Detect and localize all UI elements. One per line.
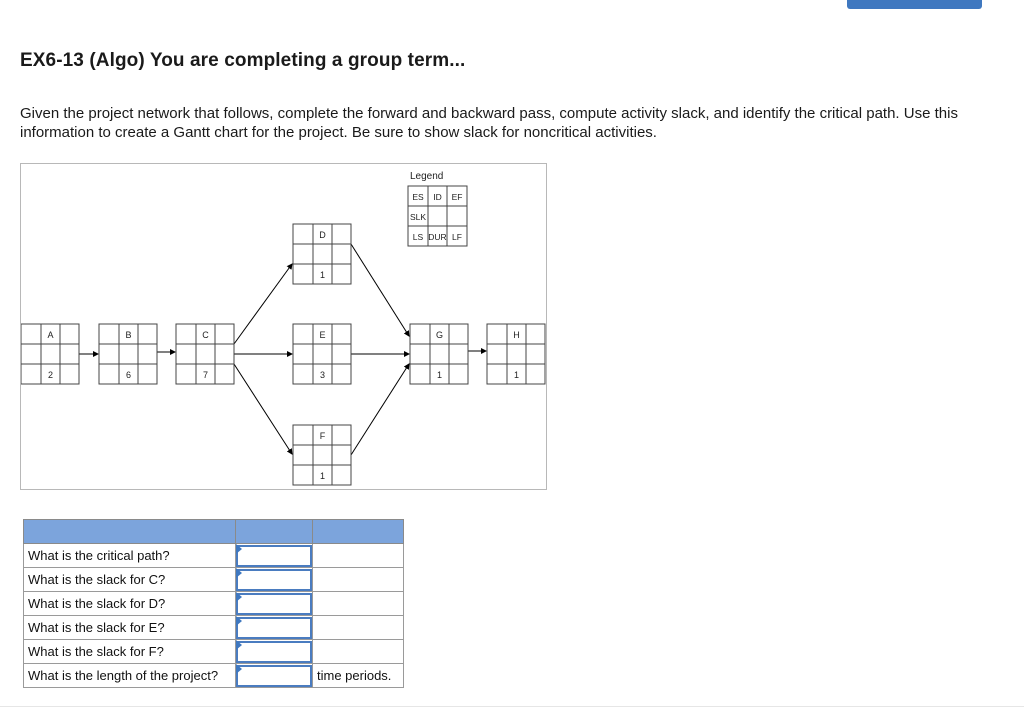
legend-ls: LS [412, 232, 424, 242]
edge-c-f [234, 364, 292, 454]
bottom-divider [0, 706, 1024, 707]
legend-dur: DUR [428, 232, 447, 242]
top-action-button[interactable] [847, 0, 982, 9]
activity-node-g [410, 324, 468, 384]
answer-cell [236, 568, 313, 592]
answer-cell [236, 592, 313, 616]
project-network-diagram [20, 163, 547, 490]
activity-duration-a: 2 [47, 370, 54, 380]
question-text: What is the slack for F? [24, 640, 236, 664]
question-text: What is the slack for E? [24, 616, 236, 640]
answer-input[interactable] [236, 545, 312, 567]
activity-duration-b: 6 [125, 370, 132, 380]
answer-suffix [313, 616, 404, 640]
activity-id-c: C [202, 330, 209, 340]
activity-duration-c: 7 [202, 370, 209, 380]
answer-cell [236, 616, 313, 640]
dropdown-marker-icon[interactable] [236, 592, 242, 602]
dropdown-marker-icon[interactable] [236, 544, 242, 554]
answer-cell [236, 544, 313, 568]
answer-input[interactable] [236, 593, 312, 615]
answer-input[interactable] [236, 617, 312, 639]
answer-suffix [313, 544, 404, 568]
activity-node-f [293, 425, 351, 485]
table-row [24, 544, 404, 568]
table-row [24, 640, 404, 664]
dropdown-marker-icon[interactable] [236, 568, 242, 578]
activity-id-d: D [319, 230, 326, 240]
dropdown-marker-icon[interactable] [236, 664, 242, 674]
edge-f-g [351, 364, 409, 455]
activity-id-g: G [435, 330, 444, 340]
answer-suffix [313, 568, 404, 592]
activity-duration-e: 3 [319, 370, 326, 380]
answer-suffix [313, 592, 404, 616]
answer-cell [236, 640, 313, 664]
question-text: What is the slack for C? [24, 568, 236, 592]
activity-duration-f: 1 [319, 471, 326, 481]
activity-node-d [293, 224, 351, 284]
table-row [24, 664, 404, 688]
dropdown-marker-icon[interactable] [236, 616, 242, 626]
activity-node-b [99, 324, 157, 384]
network-legend [408, 171, 467, 246]
edge-d-g [351, 244, 409, 336]
legend-lf: LF [452, 232, 462, 242]
activity-id-h: H [513, 330, 520, 340]
question-text: What is the critical path? [24, 544, 236, 568]
question-text: What is the slack for D? [24, 592, 236, 616]
activity-id-e: E [319, 330, 326, 340]
question-title: EX6-13 (Algo) You are completing a group term... [20, 50, 466, 71]
answer-input[interactable] [236, 641, 312, 663]
answer-cell [236, 664, 313, 688]
table-row [24, 616, 404, 640]
answer-input[interactable] [236, 665, 312, 687]
activity-duration-d: 1 [319, 270, 326, 280]
activity-id-b: B [125, 330, 132, 340]
legend-id: ID [433, 192, 442, 202]
answer-suffix: time periods. [313, 664, 404, 688]
table-row [24, 592, 404, 616]
table-header-row [24, 520, 404, 544]
activity-duration-h: 1 [513, 370, 520, 380]
activity-duration-g: 1 [436, 370, 443, 380]
legend-title: Legend [410, 171, 444, 182]
legend-slk: SLK [409, 212, 427, 222]
legend-es: ES [412, 192, 424, 202]
edge-c-d [234, 264, 292, 344]
question-instructions: Given the project network that follows, complete the forward and backward pass, compute activity slack, and identify the critical path. Use this information to create a Gantt chart for the project. Be sure to show slack for noncritical activities. [20, 105, 958, 141]
question-text: What is the length of the project? [24, 664, 236, 688]
dropdown-marker-icon[interactable] [236, 640, 242, 650]
activity-node-h [487, 324, 545, 384]
activity-id-a: A [47, 330, 54, 340]
activity-node-c [176, 324, 234, 384]
activity-node-e [293, 324, 351, 384]
table-row [24, 568, 404, 592]
activity-id-f: F [319, 431, 326, 441]
network-svg [21, 164, 546, 489]
answer-input[interactable] [236, 569, 312, 591]
legend-ef: EF [451, 192, 463, 202]
answer-suffix [313, 640, 404, 664]
questions-table [23, 519, 404, 688]
activity-node-a [21, 324, 79, 384]
